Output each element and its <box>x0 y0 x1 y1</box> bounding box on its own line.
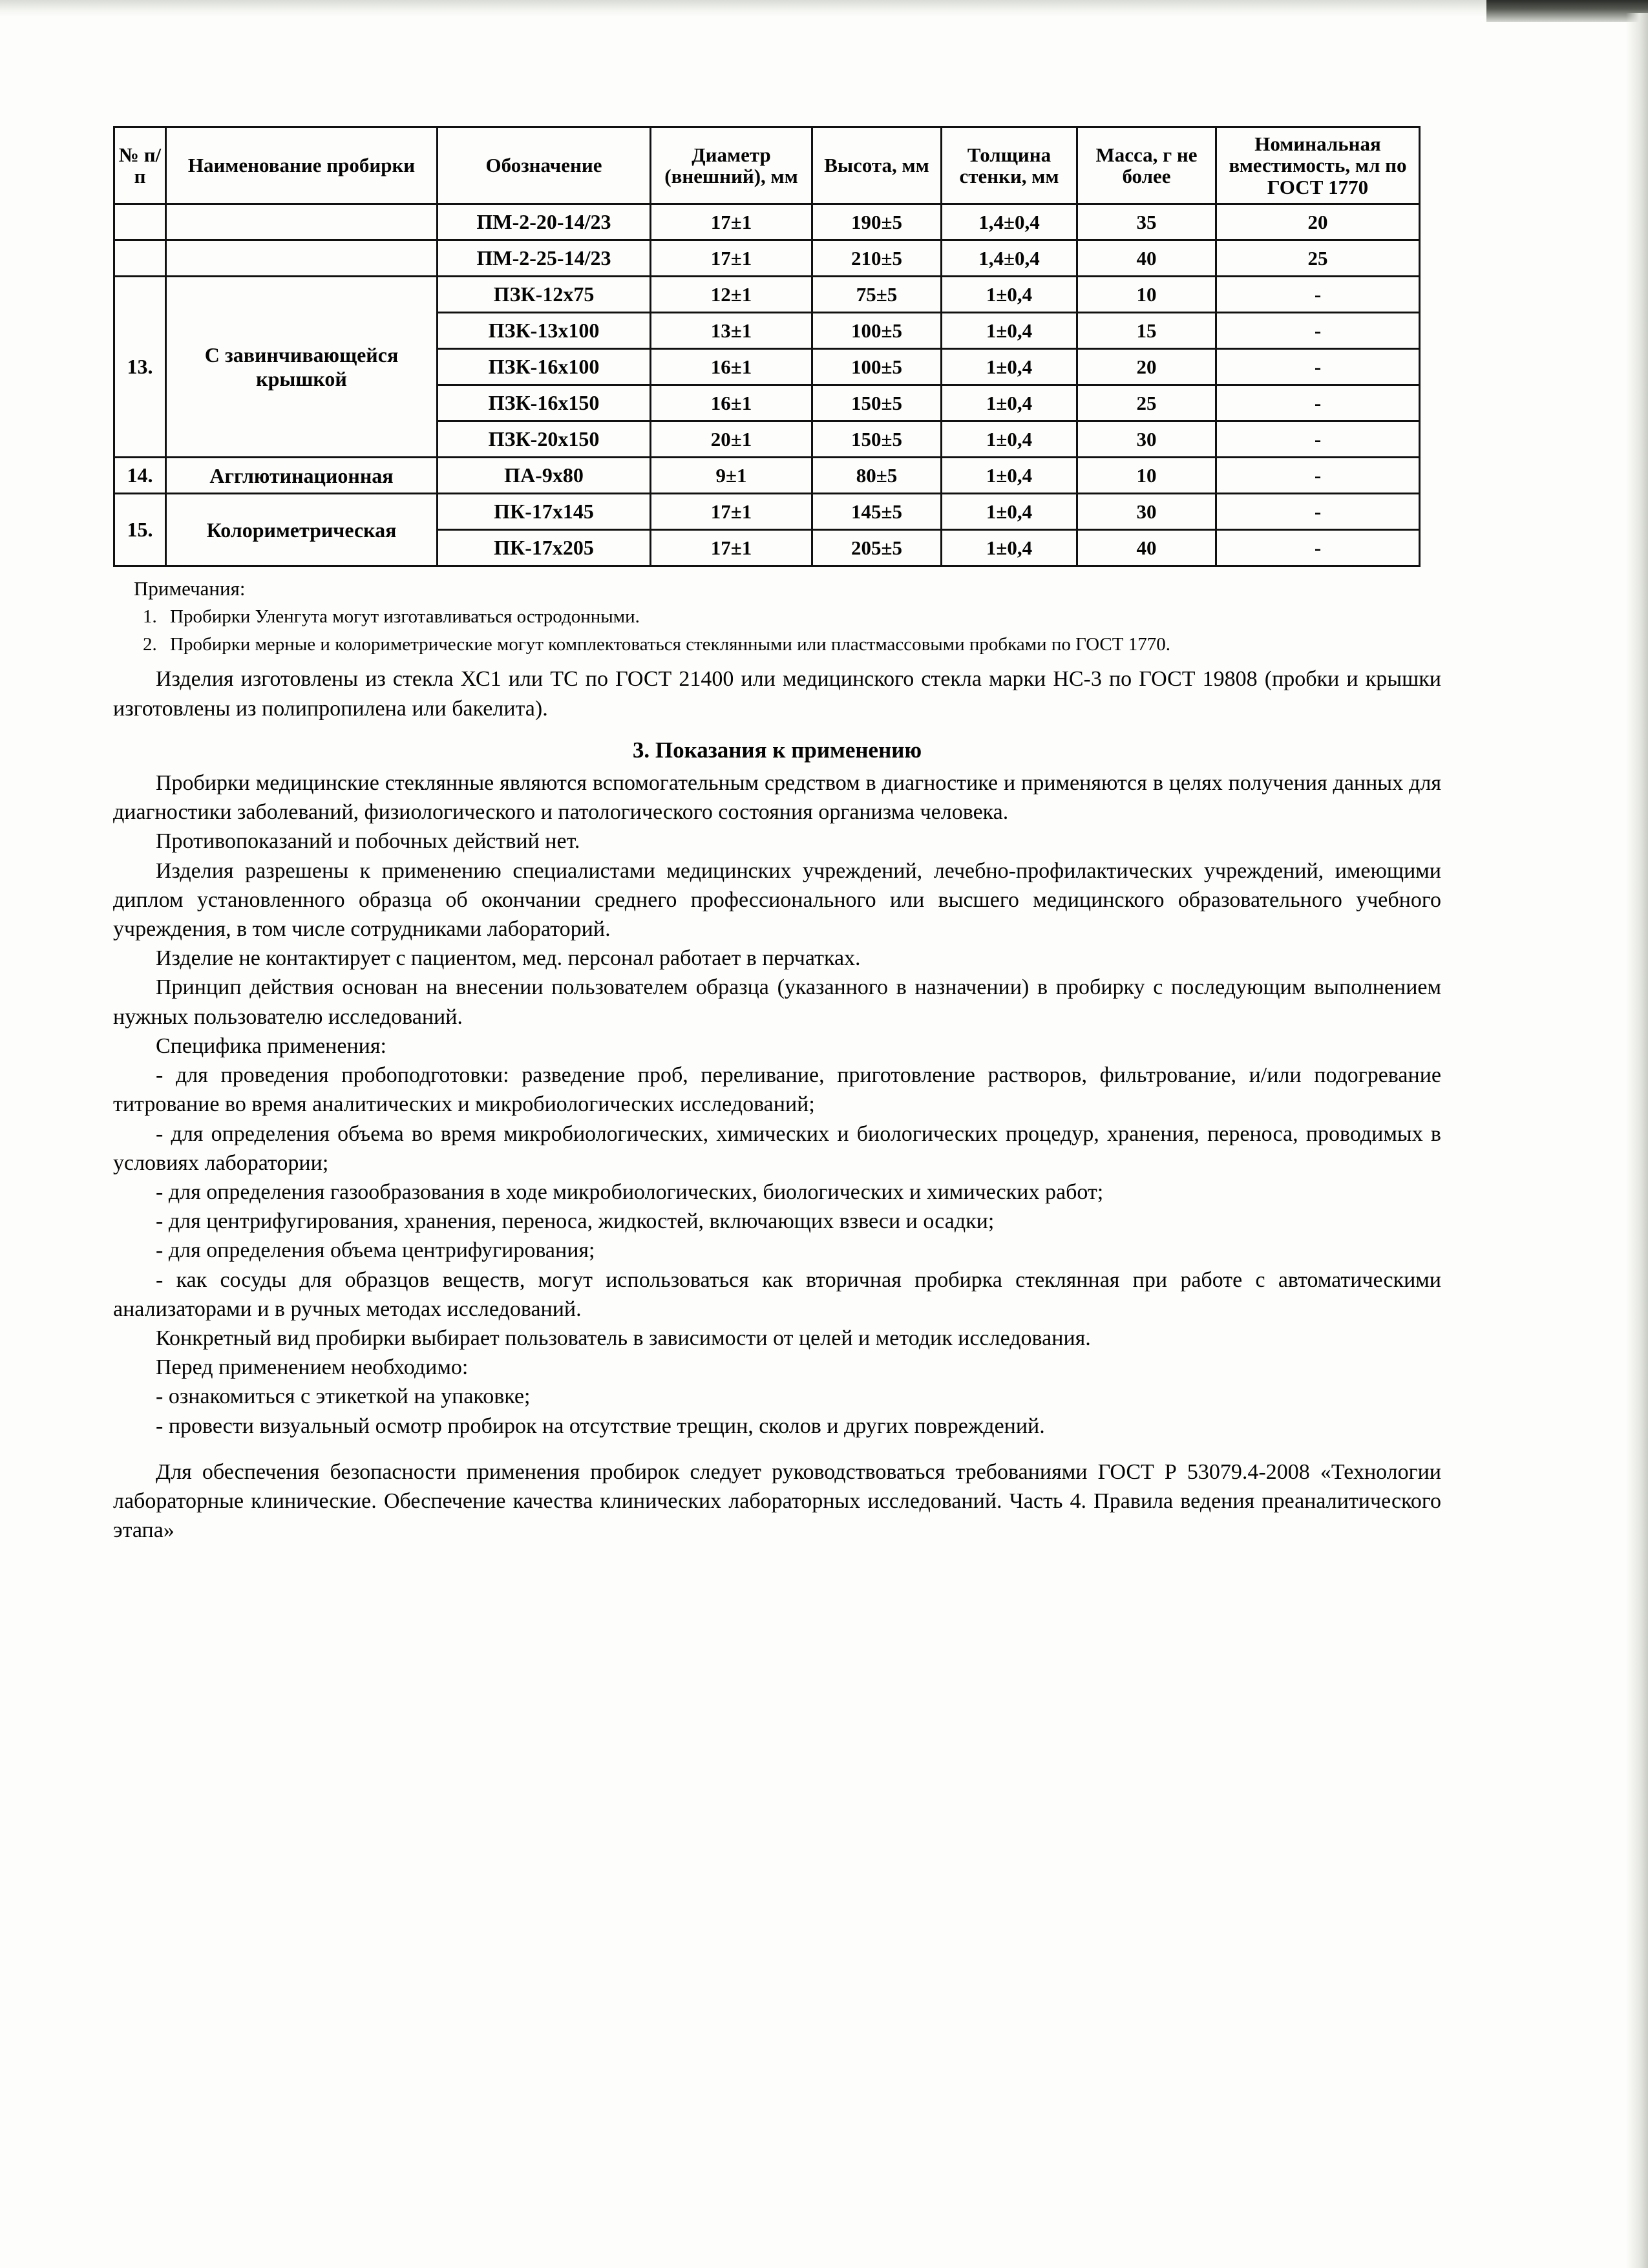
cell-wall: 1±0,4 <box>942 530 1077 566</box>
cell-mass: 40 <box>1077 240 1216 277</box>
paragraph-permitted-users: Изделия разрешены к применению специалистами медицинских учреждений, лечебно-профилактических учреждений, имеющими диплом установленного образца об окончании среднего профессионального или высшего медицинского образовательного учебного учреждения, в том числе сотрудниками лабораторий. <box>113 858 1441 941</box>
table-body <box>114 204 1420 566</box>
cell-number: 13. <box>114 277 166 458</box>
list-item <box>143 605 1441 630</box>
cell-wall: 1±0,4 <box>942 349 1077 385</box>
table-row <box>114 277 1420 313</box>
cell-capacity: - <box>1216 349 1420 385</box>
paragraph-usage-centrifugation: - для центрифугирования, хранения, переноса, жидкостей, включающих взвеси и осадки; <box>156 1209 995 1234</box>
table-row <box>114 458 1420 494</box>
cell-mass: 25 <box>1077 385 1216 421</box>
table-header <box>114 127 1420 204</box>
paragraph-contraindications: Противопоказаний и побочных действий нет. <box>156 829 580 854</box>
cell-capacity: - <box>1216 313 1420 349</box>
cell-height: 145±5 <box>812 494 942 530</box>
cell-diameter: 16±1 <box>651 385 812 421</box>
cell-diameter: 9±1 <box>651 458 812 494</box>
cell-number: 15. <box>114 494 166 566</box>
cell-mass: 10 <box>1077 458 1216 494</box>
cell-wall: 1±0,4 <box>942 385 1077 421</box>
table-row <box>114 240 1420 277</box>
cell-name: Агглютинационная <box>166 458 438 494</box>
cell-height: 205±5 <box>812 530 942 566</box>
paragraph-purpose: Пробирки медицинские стеклянные являются вспомогательным средством в диагностике и применяются в целях получения данных для диагностики заболеваний, физиологического и патологического состояния организма человека. <box>113 770 1441 825</box>
paragraph-usage-sample-prep: - для проведения пробоподготовки: разведение проб, переливание, приготовление растворов, фильтрование, и/или подогревание титрование во время аналитических и микробиологических исследований; <box>113 1063 1441 1117</box>
notes-title: Примечания: <box>134 577 246 600</box>
cell-wall: 1,4±0,4 <box>942 240 1077 277</box>
cell-designation: ПК-17х145 <box>438 494 651 530</box>
cell-designation: ПЗК-13х100 <box>438 313 651 349</box>
cell-diameter: 12±1 <box>651 277 812 313</box>
col-header-height: Высота, мм <box>812 127 942 204</box>
cell-designation: ПМ-2-25-14/23 <box>438 240 651 277</box>
cell-capacity: 20 <box>1216 204 1420 240</box>
cell-diameter: 20±1 <box>651 421 812 458</box>
table-notes <box>113 576 1441 657</box>
cell-wall: 1±0,4 <box>942 277 1077 313</box>
cell-name: С завинчивающейся крышкой <box>166 277 438 458</box>
cell-height: 150±5 <box>812 421 942 458</box>
cell-diameter: 17±1 <box>651 204 812 240</box>
paragraph-before-use-inspection: - провести визуальный осмотр пробирок на отсутствие трещин, сколов и других повреждений. <box>156 1414 1045 1438</box>
notes-item-marker: 2. <box>143 633 157 655</box>
cell-name <box>166 240 438 277</box>
paragraph-no-patient-contact: Изделие не контактирует с пациентом, мед. персонал работает в перчатках. <box>156 946 861 971</box>
cell-capacity: - <box>1216 277 1420 313</box>
cell-mass: 20 <box>1077 349 1216 385</box>
cell-height: 210±5 <box>812 240 942 277</box>
cell-designation: ПА-9х80 <box>438 458 651 494</box>
cell-diameter: 17±1 <box>651 240 812 277</box>
page-content <box>113 126 1441 1545</box>
paragraph-usage-volume: - для определения объема во время микробиологических, химических и биологических процедур, хранения, переноса, проводимых в условиях лаборатории; <box>113 1121 1441 1175</box>
cell-capacity: - <box>1216 494 1420 530</box>
notes-item-text: Пробирки мерные и колориметрические могут комплектоваться стеклянными или пластмассовыми пробками по ГОСТ 1770. <box>170 633 1170 655</box>
cell-designation: ПЗК-16х100 <box>438 349 651 385</box>
notes-list <box>113 605 1441 657</box>
table-header-row <box>114 127 1420 204</box>
cell-mass: 40 <box>1077 530 1216 566</box>
cell-capacity: - <box>1216 421 1420 458</box>
cell-designation: ПЗК-20х150 <box>438 421 651 458</box>
cell-mass: 30 <box>1077 421 1216 458</box>
notes-item-text: Пробирки Уленгута могут изготавливаться остродонными. <box>170 606 640 628</box>
col-header-diameter: Диаметр (внешний), мм <box>651 127 812 204</box>
cell-height: 80±5 <box>812 458 942 494</box>
section-heading: 3. Показания к применению <box>632 737 922 763</box>
cell-number <box>114 204 166 240</box>
cell-mass: 30 <box>1077 494 1216 530</box>
col-header-wall-thickness: Толщина стенки, мм <box>942 127 1077 204</box>
cell-diameter: 17±1 <box>651 494 812 530</box>
col-header-designation: Обозначение <box>438 127 651 204</box>
cell-designation: ПЗК-12х75 <box>438 277 651 313</box>
cell-height: 190±5 <box>812 204 942 240</box>
paragraph-user-choice: Конкретный вид пробирки выбирает пользователь в зависимости от целей и методик исследования. <box>156 1326 1091 1351</box>
notes-item-marker: 1. <box>143 606 157 628</box>
paragraph-operating-principle: Принцип действия основан на внесении пользователем образца (указанного в назначении) в пробирку с последующим выполнением нужных пользователю исследований. <box>113 975 1441 1029</box>
cell-diameter: 13±1 <box>651 313 812 349</box>
paragraph-usage-specifics-title: Специфика применения: <box>156 1033 386 1058</box>
paragraph-materials: Изделия изготовлены из стекла ХС1 или ТС по ГОСТ 21400 или медицинского стекла марки НС-3 по ГОСТ 19808 (пробки и крышки изготовлены из полипропилена или бакелита). <box>113 667 1441 721</box>
cell-designation: ПМ-2-20-14/23 <box>438 204 651 240</box>
paragraph-safety-requirements: Для обеспечения безопасности применения пробирок следует руководствоваться требованиями ГОСТ Р 53079.4-2008 «Технологии лабораторные клинические. Обеспечение качества клинических лабораторных исследований. Часть 4. Правила ведения преаналитического этапа» <box>113 1459 1441 1543</box>
col-header-number: № п/п <box>114 127 166 204</box>
cell-height: 100±5 <box>812 349 942 385</box>
paragraph-before-use-label: - ознакомиться с этикеткой на упаковке; <box>156 1384 531 1409</box>
cell-capacity: - <box>1216 458 1420 494</box>
cell-mass: 15 <box>1077 313 1216 349</box>
paragraph-usage-centrifugation-volume: - для определения объема центрифугирования; <box>156 1238 595 1263</box>
cell-number <box>114 240 166 277</box>
cell-diameter: 17±1 <box>651 530 812 566</box>
cell-wall: 1±0,4 <box>942 494 1077 530</box>
cell-height: 75±5 <box>812 277 942 313</box>
col-header-mass: Масса, г не более <box>1077 127 1216 204</box>
list-item <box>143 633 1441 657</box>
cell-wall: 1±0,4 <box>942 458 1077 494</box>
cell-capacity: - <box>1216 530 1420 566</box>
paragraph-usage-gas-formation: - для определения газообразования в ходе микробиологических, биологических и химических работ; <box>156 1180 1104 1204</box>
paragraph-before-use-title: Перед применением необходимо: <box>156 1355 469 1380</box>
col-header-name: Наименование пробирки <box>166 127 438 204</box>
cell-name <box>166 204 438 240</box>
table-row <box>114 204 1420 240</box>
col-header-capacity: Номинальная вместимость, мл по ГОСТ 1770 <box>1216 127 1420 204</box>
cell-capacity: 25 <box>1216 240 1420 277</box>
cell-mass: 10 <box>1077 277 1216 313</box>
cell-name: Колориметрическая <box>166 494 438 566</box>
cell-diameter: 16±1 <box>651 349 812 385</box>
cell-wall: 1±0,4 <box>942 421 1077 458</box>
cell-designation: ПЗК-16х150 <box>438 385 651 421</box>
cell-mass: 35 <box>1077 204 1216 240</box>
cell-designation: ПК-17х205 <box>438 530 651 566</box>
cell-height: 100±5 <box>812 313 942 349</box>
cell-wall: 1,4±0,4 <box>942 204 1077 240</box>
cell-wall: 1±0,4 <box>942 313 1077 349</box>
table-row <box>114 494 1420 530</box>
cell-number: 14. <box>114 458 166 494</box>
tube-specification-table <box>113 126 1421 567</box>
cell-height: 150±5 <box>812 385 942 421</box>
cell-capacity: - <box>1216 385 1420 421</box>
paragraph-usage-secondary-tube: - как сосуды для образцов веществ, могут использоваться как вторичная пробирка стеклянная при работе с автоматическими анализаторами и в ручных методах исследований. <box>113 1267 1441 1321</box>
